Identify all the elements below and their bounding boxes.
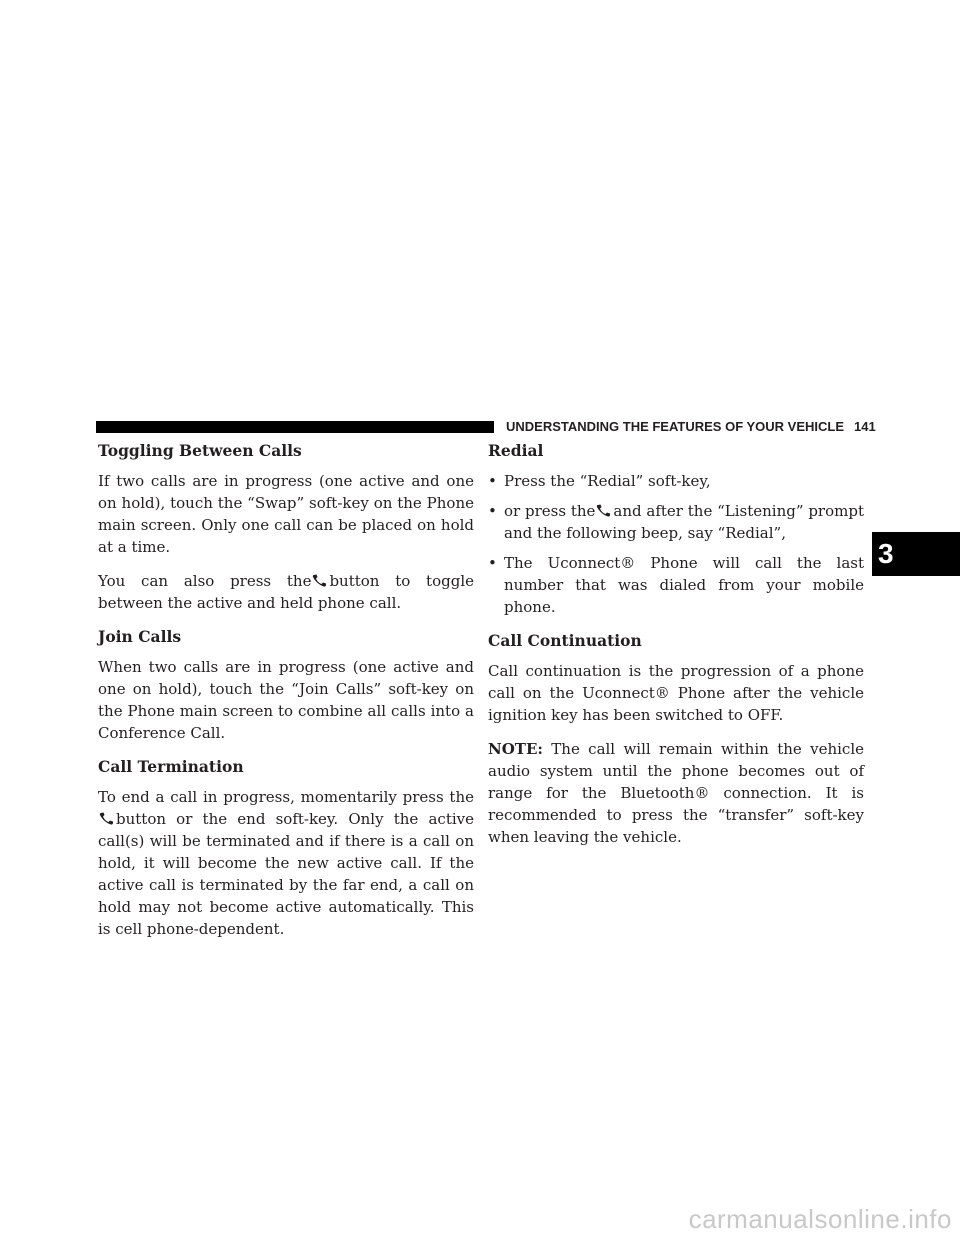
bullet-marker: • — [488, 502, 497, 520]
redial-text-before: or press the — [504, 502, 596, 520]
heading-join-calls: Join Calls — [98, 627, 182, 646]
list-item — [488, 500, 864, 544]
phone-handset-icon — [312, 574, 328, 587]
redial-bullet-2 — [504, 500, 864, 544]
bullet-marker: • — [488, 554, 497, 572]
phone-handset-icon — [596, 504, 612, 517]
note-paragraph — [488, 738, 864, 848]
termination-text-before: To end a call in progress, momentarily press the — [98, 788, 474, 806]
note-label: NOTE: — [488, 740, 543, 758]
heading-call-termination: Call Termination — [98, 757, 244, 776]
redial-bullet-3: The Uconnect® Phone will call the last number that was dialed from your mobile phone. — [504, 554, 864, 616]
join-paragraph: When two calls are in progress (one active and one on hold), touch the “Join Calls” soft-key on the Phone main screen to combine all calls into a Conference Call. — [98, 658, 474, 742]
redial-bullet-1: Press the “Redial” soft-key, — [504, 472, 711, 490]
heading-call-continuation: Call Continuation — [488, 631, 642, 650]
left-column — [98, 440, 474, 940]
termination-paragraph — [98, 786, 474, 940]
note-text: The call will remain within the vehicle audio system until the phone becomes out of range for the Bluetooth® connection. It is recommended to press the “transfer” soft-key when leaving the vehicle. — [488, 740, 864, 846]
section-title: UNDERSTANDING THE FEATURES OF YOUR VEHICLE — [506, 419, 845, 434]
watermark: carmanualsonline.info — [688, 1204, 952, 1234]
toggling-paragraph-1: If two calls are in progress (one active and one on hold), touch the “Swap” soft-key on the Phone main screen. Only one call can be placed on hold at a time. — [98, 472, 474, 556]
termination-text-after: button or the end soft-key. Only the active call(s) will be terminated and if there is a call on hold, it will become the new active call. If the active call is terminated by the far end, a call on hold may not become active automatically. This is cell phone-dependent. — [98, 810, 474, 938]
phone-handset-icon — [99, 812, 115, 825]
bullet-marker: • — [488, 472, 497, 490]
heading-toggling-between-calls: Toggling Between Calls — [98, 441, 302, 460]
continuation-paragraph: Call continuation is the progression of a phone call on the Uconnect® Phone after the vehicle ignition key has been switched to OFF. — [488, 662, 864, 724]
running-header — [506, 417, 876, 437]
toggling-paragraph-2 — [98, 570, 474, 614]
list-item — [488, 552, 864, 618]
header-rule — [96, 421, 494, 433]
redial-text-after: and after the “Listening” prompt and the following beep, say “Redial”, — [504, 502, 864, 542]
list-item — [488, 470, 864, 492]
toggling-text-after: button to toggle between the active and held phone call. — [98, 572, 474, 612]
heading-redial: Redial — [488, 441, 544, 460]
chapter-tab: 3 — [872, 532, 960, 576]
page-number: 141 — [854, 419, 876, 434]
toggling-text-before: You can also press the — [98, 572, 312, 590]
right-column — [488, 440, 864, 848]
